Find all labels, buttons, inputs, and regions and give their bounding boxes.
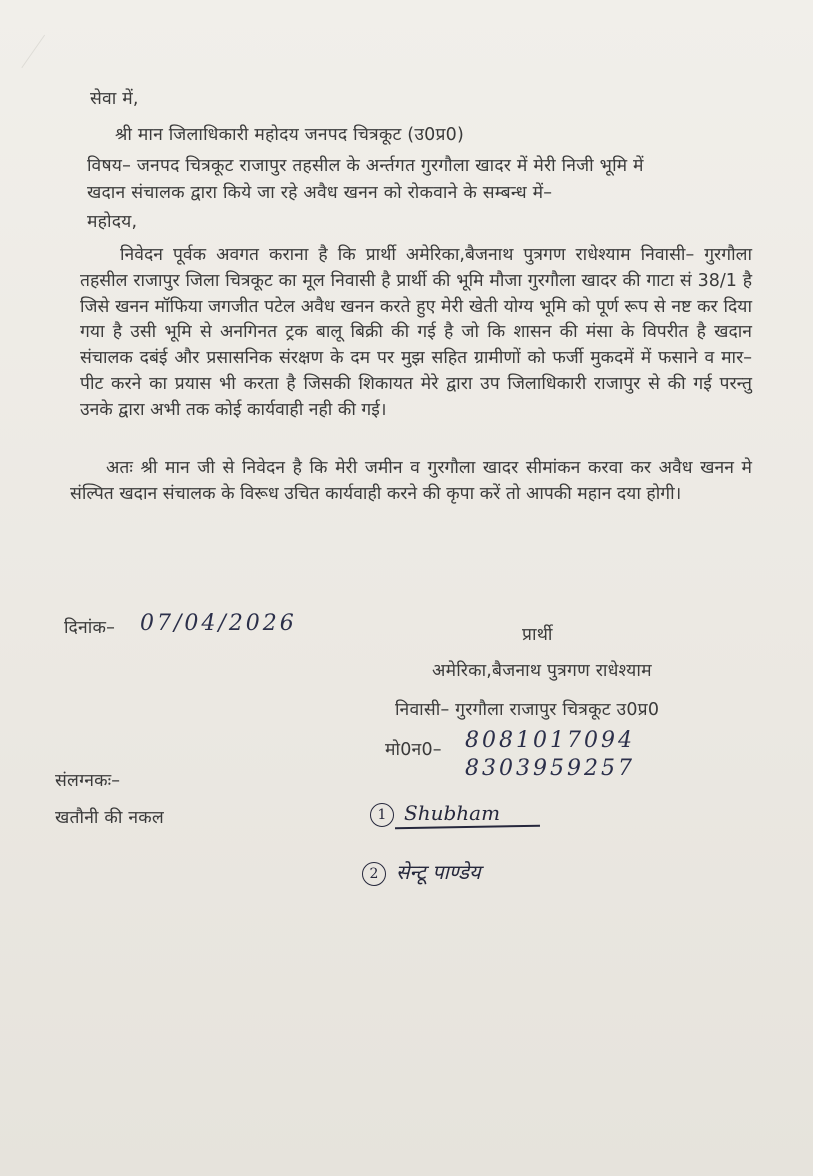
date-label: दिनांक– bbox=[64, 618, 116, 638]
signature-2 bbox=[362, 858, 481, 886]
paper-crease bbox=[21, 35, 69, 86]
signature-2-name: सेन्टू पाण्डेय bbox=[396, 860, 481, 884]
subject-line-1: विषय– जनपद चित्रकूट राजापुर तहसील के अर्न्तगत गुरगौला खादर में मेरी निजी भूमि में bbox=[87, 156, 644, 176]
applicant-address: निवासी– गुरगौला राजापुर चित्रकूट उ0प्र0 bbox=[395, 700, 660, 720]
greeting: महोदय, bbox=[87, 212, 138, 232]
subject-line-2: खदान संचालक द्वारा किये जा रहे अवैध खनन को रोकवाने के सम्बन्ध में– bbox=[87, 183, 553, 203]
signature-1-number: 1 bbox=[370, 803, 394, 827]
date-value: 07/04/2026 bbox=[140, 611, 297, 636]
applicant-name: अमेरिका,बैजनाथ पुत्रगण राधेश्याम bbox=[432, 661, 652, 681]
signature-2-number: 2 bbox=[362, 862, 386, 886]
signature-1 bbox=[370, 801, 500, 827]
signature-1-name: Shubham bbox=[404, 801, 501, 825]
mobile-number-1: 8081017094 bbox=[465, 728, 635, 753]
body-paragraph-1: निवेदन पूर्वक अवगत कराना है कि प्रार्थी अमेरिका,बैजनाथ पुत्रगण राधेश्याम निवासी– गुरगौला तहसील राजापुर जिला चित्रकूट का मूल निवासी है प्रार्थी की भूमि मौजा गुरगौला खादर की गाटा सं 38/1 है जिसे खनन मॉफिया जगजीत पटेल अवैध खनन करते हुए मेरी खेती योग्य भूमि को पूर्ण रूप से नष्ट कर दिया गया है उसी भूमि से अनगिनत ट्रक बालू बिक्री की गई है जो कि शासन की मंसा के विपरीत है खदान संचालक दबंई और प्रसासनिक संरक्षण के दम पर मुझ सहित ग्रामीणों को फर्जी मुकदमें में फसाने व मार–पीट करने का प्रयास भी करता है जिसकी शिकायत मेरे द्वारा उप जिलाधिकारी राजापुर से की गई परन्तु उनके द्वारा अभी तक कोई कार्यवाही नही की गई। bbox=[80, 245, 752, 420]
applicant-label: प्रार्थी bbox=[522, 625, 553, 645]
body-paragraph-2: अतः श्री मान जी से निवेदन है कि मेरी जमीन व गुरगौला खादर सीमांकन करवा कर अवैध खनन मे संल्पित खदान संचालक के विरूध उचित कार्यवाही करने की कृपा करें तो आपकी महान दया होगी। bbox=[70, 458, 752, 504]
mobile-label: मो0न0– bbox=[385, 740, 442, 760]
enclosure-item: खतौनी की नकल bbox=[55, 808, 164, 828]
addressee: श्री मान जिलाधिकारी महोदय जनपद चित्रकूट (उ0प्र0) bbox=[115, 125, 464, 145]
salutation-to: सेवा में, bbox=[90, 89, 139, 109]
enclosure-label: संलग्नकः– bbox=[55, 771, 121, 791]
mobile-number-2: 8303959257 bbox=[465, 756, 635, 781]
